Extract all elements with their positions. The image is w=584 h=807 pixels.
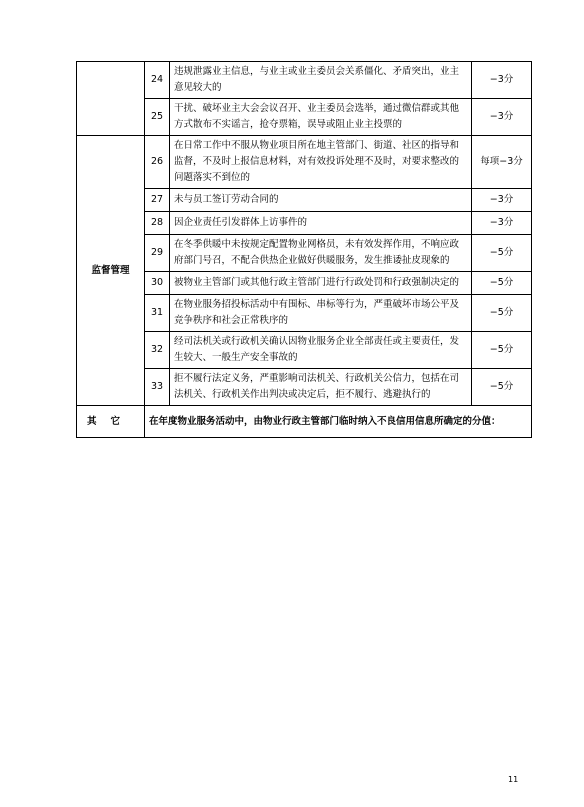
- row-description: 违规泄露业主信息，与业主或业主委员会关系僵化、矛盾突出，业主意见较大的: [170, 62, 472, 99]
- table-row: [77, 295, 532, 332]
- row-points: −3分: [472, 189, 532, 212]
- row-number: 31: [145, 295, 170, 332]
- table-row: [77, 136, 532, 189]
- row-points: −5分: [472, 272, 532, 295]
- table-row: [77, 272, 532, 295]
- row-number: 28: [145, 212, 170, 235]
- other-row: [77, 406, 532, 438]
- table-row: [77, 189, 532, 212]
- row-points: −5分: [472, 295, 532, 332]
- row-points: −5分: [472, 235, 532, 272]
- row-number: 24: [145, 62, 170, 99]
- row-points: 每项−3分: [472, 136, 532, 189]
- row-points: −3分: [472, 99, 532, 136]
- row-points: −5分: [472, 332, 532, 369]
- row-number: 26: [145, 136, 170, 189]
- section-cell-top-cont: [77, 99, 145, 136]
- credit-deduction-table: [76, 61, 532, 438]
- table-row: [77, 369, 532, 406]
- row-points: −3分: [472, 212, 532, 235]
- table-row: [77, 99, 532, 136]
- row-number: 29: [145, 235, 170, 272]
- row-description: 经司法机关或行政机关确认因物业服务企业全部责任或主要责任，发生较大、一般生产安全事故的: [170, 332, 472, 369]
- table-row: [77, 235, 532, 272]
- table-row: [77, 62, 532, 99]
- page-number: 11: [508, 775, 519, 784]
- row-description: 在物业服务招投标活动中有围标、串标等行为，严重破坏市场公平及竞争秩序和社会正常秩序的: [170, 295, 472, 332]
- table-row: [77, 212, 532, 235]
- table-row: [77, 332, 532, 369]
- row-number: 27: [145, 189, 170, 212]
- row-points: −5分: [472, 369, 532, 406]
- section-label: 监督管理: [77, 136, 145, 406]
- other-label: 其它: [77, 406, 145, 438]
- row-description: 拒不履行法定义务，严重影响司法机关、行政机关公信力，包括在司法机关、行政机关作出判决或决定后，拒不履行、逃避执行的: [170, 369, 472, 406]
- row-description: 在冬季供暖中未按规定配置物业网格员，未有效发挥作用，不响应政府部门号召，不配合供热企业做好供暖服务，发生推诿扯皮现象的: [170, 235, 472, 272]
- row-description: 在日常工作中不服从物业项目所在地主管部门、街道、社区的指导和监督，不及时上报信息材料，对有效投诉处理不及时，对要求整改的问题落实不到位的: [170, 136, 472, 189]
- row-number: 25: [145, 99, 170, 136]
- row-description: 未与员工签订劳动合同的: [170, 189, 472, 212]
- row-number: 33: [145, 369, 170, 406]
- row-number: 30: [145, 272, 170, 295]
- section-cell-top: [77, 62, 145, 99]
- row-number: 32: [145, 332, 170, 369]
- row-description: 因企业责任引发群体上访事件的: [170, 212, 472, 235]
- other-text: 在年度物业服务活动中，由物业行政主管部门临时纳入不良信用信息所确定的分值：: [145, 406, 532, 438]
- row-description: 干扰、破坏业主大会会议召开、业主委员会选举，通过微信群或其他方式散布不实谣言，抢夺票箱，误导或阻止业主投票的: [170, 99, 472, 136]
- row-description: 被物业主管部门或其他行政主管部门进行行政处罚和行政强制决定的: [170, 272, 472, 295]
- row-points: −3分: [472, 62, 532, 99]
